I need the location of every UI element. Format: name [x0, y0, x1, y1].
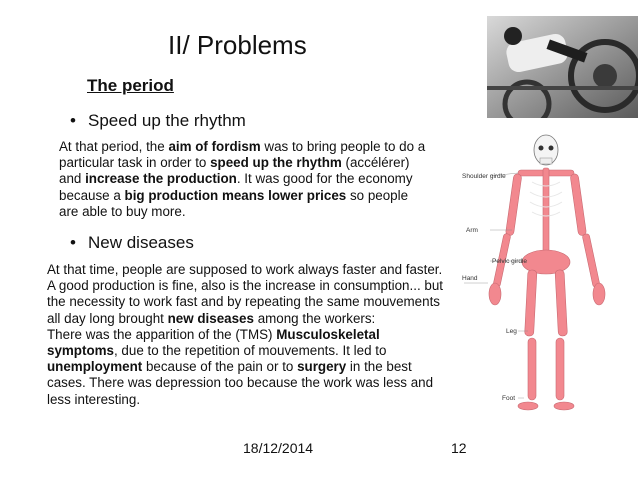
- text-run: in the best cases. There was depression too because the work was less and less interesting.: [47, 359, 434, 407]
- bullet-speed-up: [70, 111, 246, 131]
- text-run: was to bring people to do a particular task in order to: [59, 139, 426, 171]
- bold-phrase: surgery: [297, 359, 347, 375]
- skull-icon: [534, 135, 558, 165]
- label-arm: Arm: [466, 227, 478, 234]
- factory-worker-photo: [487, 16, 638, 118]
- text-run: . It was good for the economy because a: [59, 171, 413, 203]
- text-run: , due to the repetition of mouvements. It led to: [113, 343, 387, 359]
- text-run: among the workers: There was the apparition of the (TMS): [47, 310, 376, 342]
- label-foot: Foot: [502, 395, 516, 402]
- label-shoulder-girdle: Shoulder girdle: [462, 173, 506, 180]
- label-leg: Leg: [506, 328, 517, 335]
- bullet-new-diseases: [70, 233, 194, 253]
- bullet-dot-icon: •: [70, 233, 76, 252]
- bullet-label: New diseases: [88, 233, 194, 252]
- text-run: (accélérer) and: [59, 155, 410, 187]
- label-pelvic-girdle: Pelvic girdle: [492, 258, 528, 265]
- human-skeleton-diagram: [462, 130, 638, 420]
- paragraph-fordism: [59, 139, 469, 220]
- bold-phrase: new diseases: [167, 310, 254, 326]
- bullet-dot-icon: •: [70, 111, 76, 130]
- text-run: so people are able to buy more.: [59, 187, 409, 219]
- text-run: because of the pain or to: [142, 359, 298, 375]
- bold-phrase: Musculoskeletal symptoms: [47, 326, 380, 359]
- section-heading: The period: [87, 76, 174, 95]
- bold-phrase: speed up the rhythm: [210, 155, 342, 171]
- text-run: At that time, people are supposed to work always faster and faster. A good production is fine, also is the increase in consumption... but the necessity to work fast and by repeating the same mouvements all day long brought: [47, 262, 444, 326]
- page-number: 12: [451, 440, 467, 456]
- footer-date: 18/12/2014: [243, 440, 314, 456]
- bullet-label: Speed up the rhythm: [88, 111, 246, 130]
- slide-title: II/ Problems: [168, 30, 307, 60]
- text-run: At that period, the: [59, 139, 169, 154]
- paragraph-diseases: [47, 262, 479, 408]
- label-hand: Hand: [462, 275, 478, 282]
- bold-phrase: unemployment: [47, 359, 143, 375]
- bold-phrase: increase the production: [85, 171, 237, 187]
- bold-phrase: big production means lower prices: [124, 187, 347, 203]
- bold-phrase: aim of fordism: [168, 139, 261, 154]
